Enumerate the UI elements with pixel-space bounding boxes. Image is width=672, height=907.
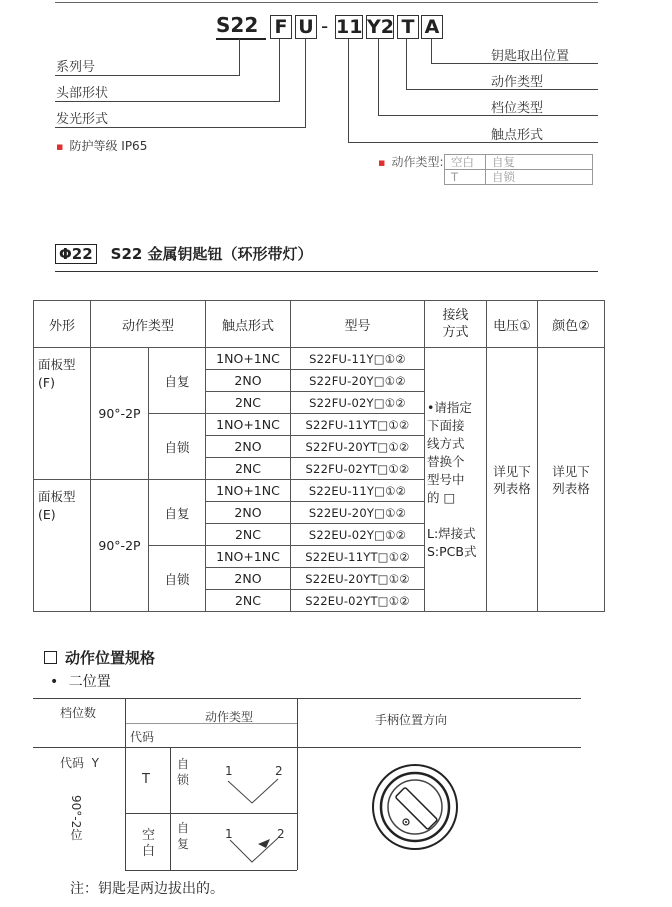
code-seg-action: T xyxy=(397,15,419,39)
section-title-text: S22 金属钥匙钮（环形带灯） xyxy=(110,245,313,263)
label-series: 系列号 xyxy=(56,60,96,75)
action-type-mini-table xyxy=(444,154,593,185)
model-cell: S22FU-11YT□①② xyxy=(291,414,425,436)
contact-cell: 1NO+1NC xyxy=(206,348,291,370)
pos-code-T: T xyxy=(142,772,150,787)
code-seg-contact: 11 xyxy=(336,16,363,38)
spec-table xyxy=(33,300,605,612)
contact-cell: 1NO+1NC xyxy=(206,480,291,502)
position-subtitle: • 二位置 xyxy=(50,674,111,690)
label-light-type: 发光形式 xyxy=(56,112,109,127)
model-cell: S22FU-11Y□①② xyxy=(291,348,425,370)
model-cell: S22EU-02Y□①② xyxy=(291,524,425,546)
model-cell: S22FU-20Y□①② xyxy=(291,370,425,392)
contact-cell: 2NO xyxy=(206,370,291,392)
header-voltage: 电压① xyxy=(487,301,538,348)
table-row xyxy=(34,348,605,370)
header-model: 型号 xyxy=(291,301,425,348)
pos-header-action: 动作类型 xyxy=(205,710,254,724)
mini-cell: T xyxy=(445,170,486,185)
label-key-removal: 钥匙取出位置 xyxy=(491,49,570,64)
model-cell: S22EU-11Y□①② xyxy=(291,480,425,502)
pos-p1: 1 xyxy=(225,827,233,841)
model-cell: S22EU-20Y□①② xyxy=(291,502,425,524)
model-cell: S22EU-20YT□①② xyxy=(291,568,425,590)
model-cell: S22EU-11YT□①② xyxy=(291,546,425,568)
color-note-cell: 详见下 列表格 xyxy=(538,348,605,612)
header-action: 动作类型 xyxy=(91,301,206,348)
footnote: 注：钥匙是两边拔出的。 xyxy=(70,881,224,897)
pos-header-count: 档位数 xyxy=(60,706,97,720)
pos-code-label: 代码 Y xyxy=(60,756,99,770)
contact-cell: 2NC xyxy=(206,458,291,480)
protection-note: ▪ 防护等级 IP65 xyxy=(56,139,148,153)
contact-cell: 2NO xyxy=(206,568,291,590)
pos-code-blank: 空 白 xyxy=(142,828,156,859)
code-series-underline xyxy=(216,38,266,40)
header-wiring: 接线 方式 xyxy=(425,301,487,348)
label-action-type: 动作类型 xyxy=(491,75,544,90)
v-position-icon xyxy=(220,775,290,807)
contact-cell: 1NO+1NC xyxy=(206,414,291,436)
pos-action-return: 自 复 xyxy=(177,821,190,851)
model-cell: S22EU-02YT□①② xyxy=(291,590,425,612)
action-cell: 自锁 xyxy=(149,546,206,612)
code-seg-key: A xyxy=(421,15,443,39)
pos-p2: 2 xyxy=(275,764,283,778)
pos-p2: 2 xyxy=(277,827,285,841)
v-return-arrow-icon xyxy=(220,834,290,870)
spec-header-row xyxy=(34,301,605,348)
voltage-note-cell: 详见下 列表格 xyxy=(487,348,538,612)
shape-cell: 面板型 (F) xyxy=(34,348,91,480)
mini-cell: 自复 xyxy=(486,155,593,170)
model-cell: S22FU-02YT□①② xyxy=(291,458,425,480)
checkbox-square-icon xyxy=(44,651,57,664)
action-cell: 自复 xyxy=(149,480,206,546)
wiring-note-cell: •请指定 下面接 线方式 替换个 型号中 的 □ L:焊接式 S:PCB式 xyxy=(425,348,487,612)
contact-cell: 1NO+1NC xyxy=(206,546,291,568)
section-title xyxy=(55,243,313,264)
bullet-icon: ▪ xyxy=(378,156,386,169)
action-cell: 自复 xyxy=(149,348,206,414)
action-cell: 自锁 xyxy=(149,414,206,480)
contact-cell: 2NO xyxy=(206,436,291,458)
mini-cell: 自锁 xyxy=(486,170,593,185)
position-section-title: 动作位置规格 xyxy=(44,647,155,668)
header-contact: 触点形式 xyxy=(206,301,291,348)
code-dash: - xyxy=(321,14,329,38)
model-cell: S22FU-20YT□①② xyxy=(291,436,425,458)
bullet-icon: ▪ xyxy=(56,140,64,153)
pos-header-handle: 手柄位置方向 xyxy=(375,713,448,727)
angle-cell: 90°-2P xyxy=(91,480,149,612)
code-seg-position: Y2 xyxy=(367,16,394,38)
key-dial-icon xyxy=(370,762,460,852)
contact-cell: 2NO xyxy=(206,502,291,524)
pos-angle-label: 90°-2位 xyxy=(69,795,83,841)
label-position-type: 档位类型 xyxy=(491,101,544,116)
shape-cell: 面板型 (E) xyxy=(34,480,91,612)
angle-cell: 90°-2P xyxy=(91,348,149,480)
contact-cell: 2NC xyxy=(206,392,291,414)
pos-p1: 1 xyxy=(225,764,233,778)
label-head-shape: 头部形状 xyxy=(56,86,109,101)
header-color: 颜色② xyxy=(538,301,605,348)
pos-action-lock: 自 锁 xyxy=(177,757,190,787)
mini-cell: 空白 xyxy=(445,155,486,170)
code-series: S22 xyxy=(216,13,259,37)
header-shape: 外形 xyxy=(34,301,91,348)
bullet-icon: • xyxy=(50,674,59,690)
action-type-note: ▪ 动作类型: xyxy=(378,155,444,169)
section-code: Φ22 xyxy=(55,244,97,264)
code-seg-head: F xyxy=(270,15,292,39)
contact-cell: 2NC xyxy=(206,524,291,546)
contact-cell: 2NC xyxy=(206,590,291,612)
label-contact-type: 触点形式 xyxy=(491,128,544,143)
model-cell: S22FU-02Y□①② xyxy=(291,392,425,414)
code-seg-light: U xyxy=(295,15,317,39)
pos-header-code: 代码 xyxy=(130,730,155,744)
